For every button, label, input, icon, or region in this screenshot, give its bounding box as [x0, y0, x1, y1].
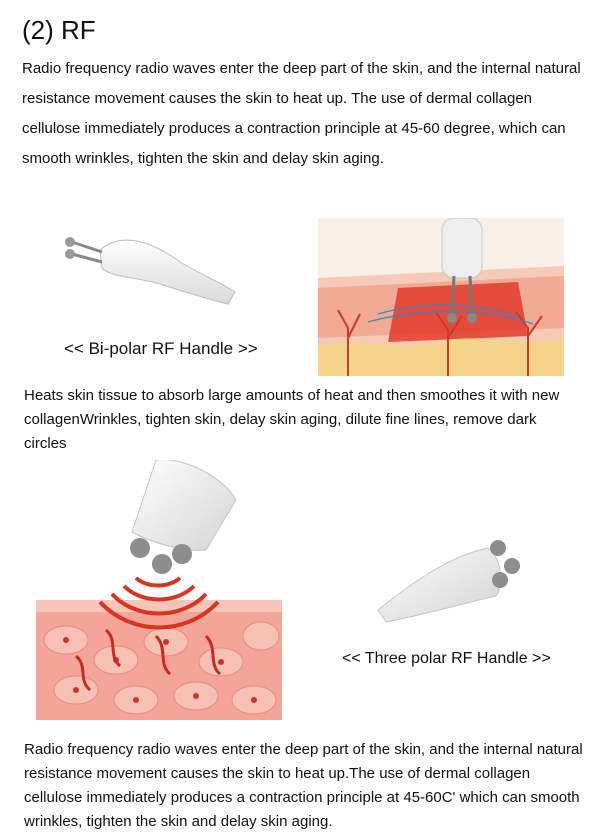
bipolar-description: Heats skin tissue to absorb large amounts of heat and then smoothes it with new collagenWrinkles, tighten skin, delay skin aging, dilute fine lines, remove dark circles [24, 387, 560, 452]
three-polar-handle-image [368, 536, 528, 626]
three-polar-handle-caption: << Three polar RF Handle >> [342, 650, 551, 667]
skin-cells-three-polar-image [36, 460, 282, 720]
intro-paragraph: Radio frequency radio waves enter the deep part of the skin, and the internal natural resistance movement causes the skin to heat up. The use of dermal collagen cellulose immediately produces a contraction principle at 45-60 degree, which can smooth wrinkles, tighten the skin and delay skin aging. [22, 60, 581, 167]
skin-cross-section-bipolar-image [318, 218, 564, 376]
bipolar-handle-image [60, 222, 245, 312]
closing-paragraph: Radio frequency radio waves enter the deep part of the skin, and the internal natural resistance movement causes the skin to heat up.The use of dermal collagen cellulose immediately produces a contraction principle at 45-60C' which can smooth wrinkles, tighten the skin and delay skin aging. [24, 741, 583, 830]
section-title: (2) RF [22, 15, 96, 45]
bipolar-handle-caption: << Bi-polar RF Handle >> [64, 339, 258, 358]
